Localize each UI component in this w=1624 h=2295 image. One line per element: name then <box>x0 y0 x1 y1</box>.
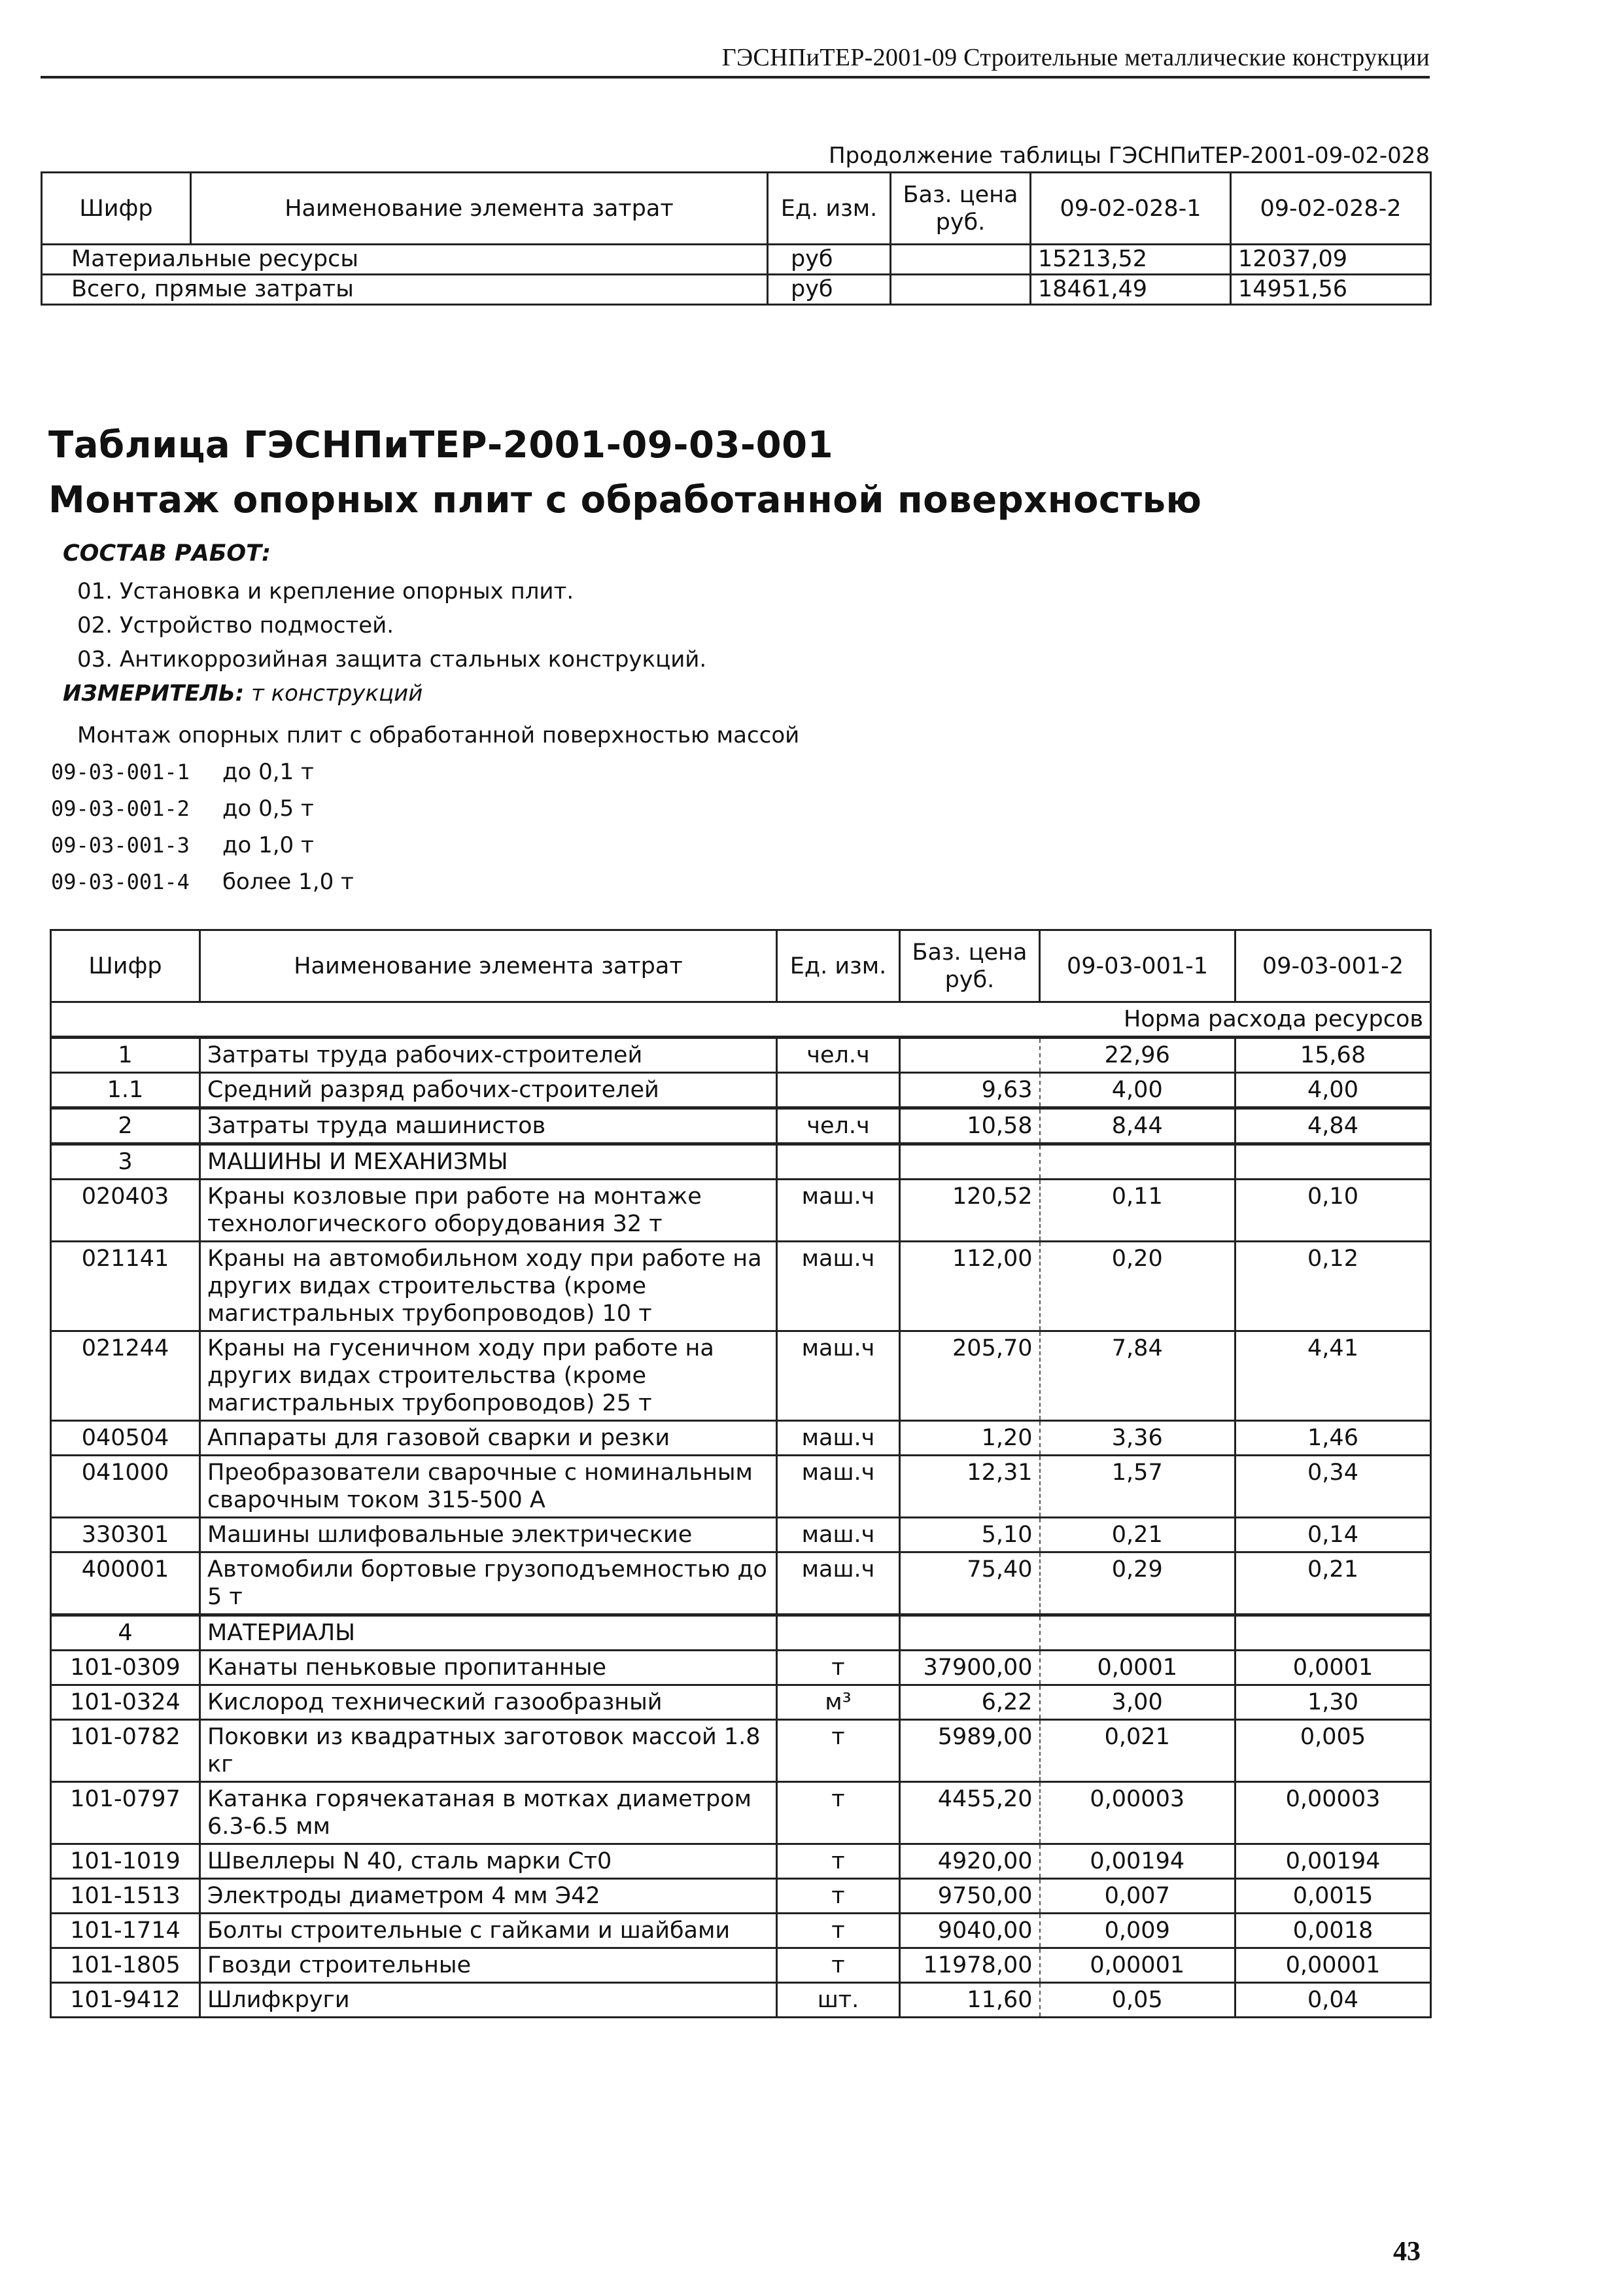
row-value-1: 18461,49 <box>1031 275 1231 305</box>
row-name: Краны на гусеничном ходу при работе на других видах строительства (кроме магистральных трубопроводов) 25 т <box>200 1331 777 1421</box>
row-value-2: 0,04 <box>1235 1983 1431 2018</box>
column-header: Баз. цена руб. <box>891 173 1031 245</box>
variant-intro: Монтаж опорных плит с обработанной поверхностью массой <box>77 722 800 748</box>
row-value-1: 1,57 <box>1040 1456 1235 1518</box>
table-title: Таблица ГЭСНПиТЕР-2001-09-03-001 <box>48 424 834 466</box>
column-header: Наименование элемента затрат <box>200 930 777 1002</box>
row-value-1: 0,021 <box>1040 1720 1235 1782</box>
variant-item <box>51 832 314 858</box>
row-value-1: 0,007 <box>1040 1879 1235 1914</box>
row-code: 021244 <box>51 1331 200 1421</box>
row-price: 9040,00 <box>900 1914 1040 1948</box>
row-price <box>891 245 1031 275</box>
row-price: 5,10 <box>900 1518 1040 1552</box>
row-value-1: 0,11 <box>1040 1180 1235 1242</box>
composition-item: 02. Устройство подмостей. <box>77 612 394 639</box>
row-code: 101-0324 <box>51 1685 200 1720</box>
row-name: Затраты труда рабочих-строителей <box>200 1038 777 1073</box>
table-row <box>51 1782 1431 1844</box>
variant-code: 09-03-001-1 <box>51 760 190 784</box>
row-name: Аппараты для газовой сварки и резки <box>200 1421 777 1456</box>
row-value-1: 0,20 <box>1040 1242 1235 1331</box>
row-value-1: 15213,52 <box>1031 245 1231 275</box>
row-price: 4920,00 <box>900 1844 1040 1879</box>
column-header: Ед. изм. <box>768 173 891 245</box>
row-code: 330301 <box>51 1518 200 1552</box>
row-code: 101-0797 <box>51 1782 200 1844</box>
composition-item: 01. Установка и крепление опорных плит. <box>77 578 574 604</box>
row-code: 4 <box>51 1615 200 1651</box>
row-value-2: 12037,09 <box>1231 245 1431 275</box>
row-unit: т <box>777 1844 900 1879</box>
row-value-2: 0,14 <box>1235 1518 1431 1552</box>
composition-item: 03. Антикоррозийная защита стальных конструкций. <box>77 646 707 673</box>
row-price <box>900 1615 1040 1651</box>
variant-item <box>51 796 314 822</box>
row-unit: маш.ч <box>777 1552 900 1615</box>
table-row <box>51 1108 1431 1144</box>
row-unit: т <box>777 1651 900 1685</box>
row-value-1: 0,21 <box>1040 1518 1235 1552</box>
row-unit: чел.ч <box>777 1038 900 1073</box>
column-header: Шифр <box>51 930 200 1002</box>
row-value-2: 0,10 <box>1235 1180 1431 1242</box>
row-unit: шт. <box>777 1983 900 2018</box>
variant-desc: до 1,0 т <box>222 832 314 858</box>
row-value-2: 0,00194 <box>1235 1844 1431 1879</box>
row-price <box>891 275 1031 305</box>
composition-heading: СОСТАВ РАБОТ: <box>63 540 271 567</box>
measure-line <box>63 680 423 707</box>
variant-code: 09-03-001-4 <box>51 869 190 894</box>
row-name: Затраты труда машинистов <box>200 1108 777 1144</box>
row-value-2: 0,00003 <box>1235 1782 1431 1844</box>
variant-desc: до 0,1 т <box>222 759 314 785</box>
variant-item <box>51 759 314 785</box>
row-price <box>900 1144 1040 1180</box>
row-value-1: 0,00003 <box>1040 1782 1235 1844</box>
row-price: 12,31 <box>900 1456 1040 1518</box>
row-code: 101-0309 <box>51 1651 200 1685</box>
table-row <box>51 1456 1431 1518</box>
table-row <box>51 1421 1431 1456</box>
row-price: 205,70 <box>900 1331 1040 1421</box>
row-code: 400001 <box>51 1552 200 1615</box>
column-header: 09-03-001-1 <box>1040 930 1235 1002</box>
table-row <box>51 1615 1431 1651</box>
row-value-2: 0,12 <box>1235 1242 1431 1331</box>
table-row <box>51 1180 1431 1242</box>
row-value-2: 1,30 <box>1235 1685 1431 1720</box>
row-code: 1.1 <box>51 1073 200 1108</box>
row-unit: маш.ч <box>777 1518 900 1552</box>
row-value-2: 0,21 <box>1235 1552 1431 1615</box>
row-value-1: 3,00 <box>1040 1685 1235 1720</box>
table-row <box>42 245 1431 275</box>
row-price: 11,60 <box>900 1983 1040 2018</box>
row-value-1: 7,84 <box>1040 1331 1235 1421</box>
row-value-2: 0,0001 <box>1235 1651 1431 1685</box>
row-name: Катанка горячекатаная в мотках диаметром 6.3-6.5 мм <box>200 1782 777 1844</box>
row-name: МАТЕРИАЛЫ <box>200 1615 777 1651</box>
column-header: Баз. цена руб. <box>900 930 1040 1002</box>
row-value-1: 3,36 <box>1040 1421 1235 1456</box>
row-code: 041000 <box>51 1456 200 1518</box>
row-value-1: 0,29 <box>1040 1552 1235 1615</box>
measure-value: т конструкций <box>251 680 423 707</box>
table-row <box>51 1038 1431 1073</box>
row-code: 040504 <box>51 1421 200 1456</box>
row-value-1: 4,00 <box>1040 1073 1235 1108</box>
row-value-2: 4,41 <box>1235 1331 1431 1421</box>
column-header: 09-02-028-2 <box>1231 173 1431 245</box>
column-header: 09-02-028-1 <box>1031 173 1231 245</box>
row-name: Материальные ресурсы <box>42 245 768 275</box>
row-unit: чел.ч <box>777 1108 900 1144</box>
row-unit: т <box>777 1720 900 1782</box>
row-code: 101-1513 <box>51 1879 200 1914</box>
table-row <box>51 1685 1431 1720</box>
row-code: 1 <box>51 1038 200 1073</box>
row-value-2 <box>1235 1144 1431 1180</box>
row-value-1: 0,00001 <box>1040 1948 1235 1983</box>
column-header: 09-03-001-2 <box>1235 930 1431 1002</box>
row-value-2: 0,0018 <box>1235 1914 1431 1948</box>
row-name: Средний разряд рабочих-строителей <box>200 1073 777 1108</box>
row-value-2: 0,00001 <box>1235 1948 1431 1983</box>
row-name: Электроды диаметром 4 мм Э42 <box>200 1879 777 1914</box>
row-unit: т <box>777 1914 900 1948</box>
row-value-2: 0,0015 <box>1235 1879 1431 1914</box>
row-name: Швеллеры N 40, сталь марки Ст0 <box>200 1844 777 1879</box>
row-code: 3 <box>51 1144 200 1180</box>
row-code: 101-9412 <box>51 1983 200 2018</box>
table-row <box>51 1242 1431 1331</box>
row-unit: маш.ч <box>777 1242 900 1331</box>
column-header: Ед. изм. <box>777 930 900 1002</box>
table-row <box>51 1552 1431 1615</box>
row-price: 4455,20 <box>900 1782 1040 1844</box>
row-value-2: 0,34 <box>1235 1456 1431 1518</box>
variant-desc: до 0,5 т <box>222 796 314 822</box>
row-unit: руб <box>768 245 891 275</box>
row-value-2: 15,68 <box>1235 1038 1431 1073</box>
measure-label: ИЗМЕРИТЕЛЬ: <box>63 680 245 707</box>
row-unit <box>777 1144 900 1180</box>
row-unit: маш.ч <box>777 1331 900 1421</box>
table-row <box>51 1914 1431 1948</box>
row-price: 11978,00 <box>900 1948 1040 1983</box>
row-unit: маш.ч <box>777 1456 900 1518</box>
table-header-row <box>42 173 1431 245</box>
row-code: 101-0782 <box>51 1720 200 1782</box>
row-price: 120,52 <box>900 1180 1040 1242</box>
row-code: 101-1714 <box>51 1914 200 1948</box>
table-row <box>51 1844 1431 1879</box>
row-price: 6,22 <box>900 1685 1040 1720</box>
continuation-table <box>41 171 1432 306</box>
row-name: Болты строительные с гайками и шайбами <box>200 1914 777 1948</box>
row-name: МАШИНЫ И МЕХАНИЗМЫ <box>200 1144 777 1180</box>
row-unit: маш.ч <box>777 1180 900 1242</box>
row-name: Всего, прямые затраты <box>42 275 768 305</box>
row-unit: т <box>777 1879 900 1914</box>
row-value-2: 1,46 <box>1235 1421 1431 1456</box>
table-row <box>51 1518 1431 1552</box>
variant-code: 09-03-001-3 <box>51 833 190 858</box>
row-price: 75,40 <box>900 1552 1040 1615</box>
row-value-2: 0,005 <box>1235 1720 1431 1782</box>
row-name: Кислород технический газообразный <box>200 1685 777 1720</box>
column-header: Шифр <box>42 173 191 245</box>
row-name: Краны на автомобильном ходу при работе на других видах строительства (кроме магистральных трубопроводов) 10 т <box>200 1242 777 1331</box>
row-code: 020403 <box>51 1180 200 1242</box>
table-row <box>51 1948 1431 1983</box>
table-row <box>51 1651 1431 1685</box>
row-unit: м³ <box>777 1685 900 1720</box>
row-code: 101-1019 <box>51 1844 200 1879</box>
row-code: 2 <box>51 1108 200 1144</box>
variant-desc: более 1,0 т <box>222 869 354 895</box>
row-name: Машины шлифовальные электрические <box>200 1518 777 1552</box>
row-name: Краны козловые при работе на монтаже технологического оборудования 32 т <box>200 1180 777 1242</box>
row-unit: т <box>777 1782 900 1844</box>
row-value-1: 0,009 <box>1040 1914 1235 1948</box>
variant-code: 09-03-001-2 <box>51 796 190 821</box>
row-value-1: 22,96 <box>1040 1038 1235 1073</box>
row-price: 112,00 <box>900 1242 1040 1331</box>
row-value-1: 0,0001 <box>1040 1651 1235 1685</box>
page-number: 43 <box>1393 2237 1421 2267</box>
row-name: Автомобили бортовые грузоподъемностью до 5 т <box>200 1552 777 1615</box>
row-price: 37900,00 <box>900 1651 1040 1685</box>
row-price: 9750,00 <box>900 1879 1040 1914</box>
table-row <box>42 275 1431 305</box>
row-unit: маш.ч <box>777 1421 900 1456</box>
row-value-2: 4,84 <box>1235 1108 1431 1144</box>
row-value-1: 8,44 <box>1040 1108 1235 1144</box>
row-unit <box>777 1615 900 1651</box>
table-row <box>51 1720 1431 1782</box>
row-unit <box>777 1073 900 1108</box>
row-name: Преобразователи сварочные с номинальным сварочным током 315-500 А <box>200 1456 777 1518</box>
running-header: ГЭСНПиТЕР-2001-09 Строительные металлические конструкции <box>41 43 1430 79</box>
continuation-label: Продолжение таблицы ГЭСНПиТЕР-2001-09-02-028 <box>828 143 1430 169</box>
table-row <box>51 1879 1431 1914</box>
work-title: Монтаж опорных плит с обработанной поверхностью <box>48 479 1202 521</box>
row-value-1: 0,05 <box>1040 1983 1235 2018</box>
row-price: 1,20 <box>900 1421 1040 1456</box>
table-row <box>51 1983 1431 2018</box>
variant-item <box>51 869 354 895</box>
row-value-2 <box>1235 1615 1431 1651</box>
row-unit: т <box>777 1948 900 1983</box>
row-name: Поковки из квадратных заготовок массой 1.8 кг <box>200 1720 777 1782</box>
row-price: 9,63 <box>900 1073 1040 1108</box>
table-row <box>51 1331 1431 1421</box>
row-name: Гвозди строительные <box>200 1948 777 1983</box>
row-code: 101-1805 <box>51 1948 200 1983</box>
table-header-row <box>51 930 1431 1002</box>
norm-label: Норма расхода ресурсов <box>51 1002 1431 1038</box>
table-row <box>51 1144 1431 1180</box>
row-name: Шлифкруги <box>200 1983 777 2018</box>
row-value-2: 4,00 <box>1235 1073 1431 1108</box>
row-value-2: 14951,56 <box>1231 275 1431 305</box>
table-row <box>51 1073 1431 1108</box>
row-code: 021141 <box>51 1242 200 1331</box>
row-name: Канаты пеньковые пропитанные <box>200 1651 777 1685</box>
row-price: 10,58 <box>900 1108 1040 1144</box>
resource-table <box>50 929 1432 2018</box>
norm-label-row <box>51 1002 1431 1038</box>
row-price: 5989,00 <box>900 1720 1040 1782</box>
row-price <box>900 1038 1040 1073</box>
column-header: Наименование элемента затрат <box>191 173 768 245</box>
row-value-1: 0,00194 <box>1040 1844 1235 1879</box>
row-value-1 <box>1040 1615 1235 1651</box>
row-unit: руб <box>768 275 891 305</box>
row-value-1 <box>1040 1144 1235 1180</box>
